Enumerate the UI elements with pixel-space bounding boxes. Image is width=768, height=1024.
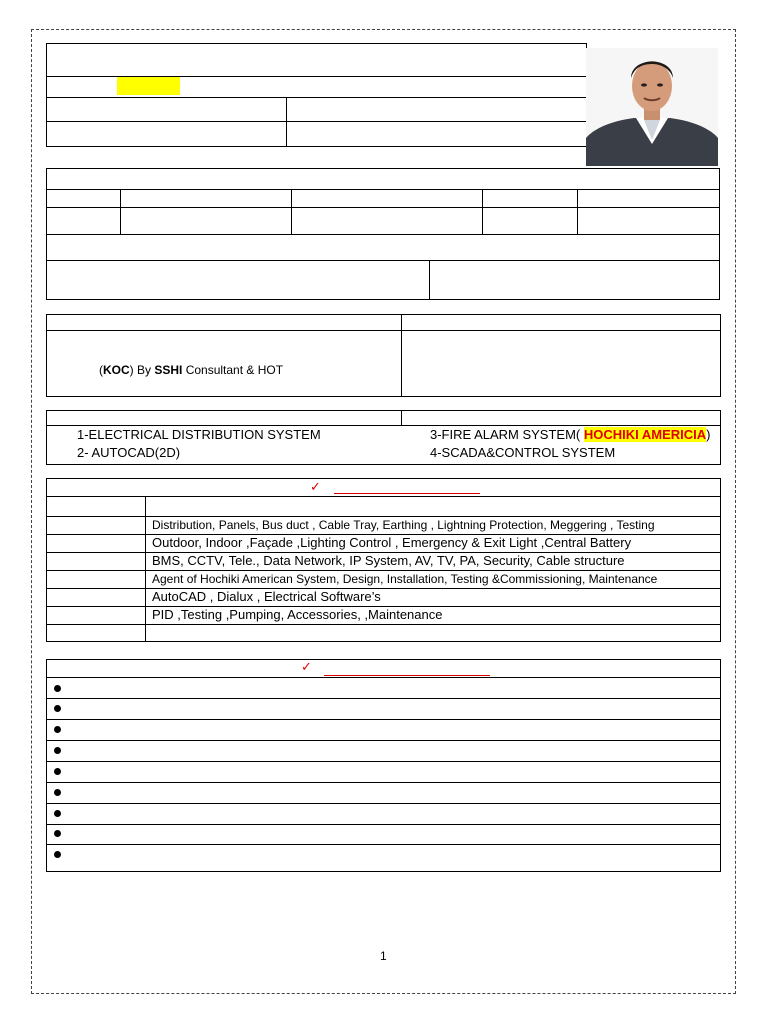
duties-row-divider bbox=[46, 803, 721, 804]
details-col-divider bbox=[429, 260, 430, 300]
experience-row-text: Outdoor, Indoor ,Façade ,Lighting Control , Emergency & Exit Light ,Central Battery bbox=[152, 535, 632, 550]
checkmark-icon: ✓ bbox=[301, 659, 312, 674]
details-row-divider bbox=[46, 207, 720, 208]
skill-item-autocad: 2- AUTOCAD(2D) bbox=[77, 445, 181, 460]
header-row-divider bbox=[46, 121, 587, 122]
header-table bbox=[46, 43, 587, 147]
experience-row-divider bbox=[46, 588, 721, 589]
duties-row-divider bbox=[46, 844, 721, 845]
header-col-divider bbox=[286, 97, 287, 147]
duties-row-divider bbox=[46, 677, 721, 678]
skill-item-electrical: 1-ELECTRICAL DISTRIBUTION SYSTEM bbox=[77, 427, 321, 442]
skills-row-divider bbox=[46, 425, 721, 426]
details-col-divider bbox=[120, 189, 121, 234]
bullet-icon bbox=[54, 705, 61, 712]
duties-title-underline bbox=[324, 675, 490, 676]
duties-row-divider bbox=[46, 698, 721, 699]
details-row-divider bbox=[46, 260, 720, 261]
page-number: 1 bbox=[380, 949, 387, 963]
certification-col-divider bbox=[401, 314, 402, 397]
duties-table bbox=[46, 659, 721, 872]
experience-title-underline bbox=[334, 493, 480, 494]
bullet-icon bbox=[54, 768, 61, 775]
profile-photo bbox=[586, 48, 718, 166]
bullet-icon bbox=[54, 726, 61, 733]
bullet-icon bbox=[54, 685, 61, 692]
experience-row-divider bbox=[46, 496, 721, 497]
bullet-icon bbox=[54, 747, 61, 754]
bullet-icon bbox=[54, 830, 61, 837]
header-row-divider bbox=[46, 97, 587, 98]
certification-text: (KOC) By SSHI Consultant & HOT bbox=[99, 363, 284, 377]
duties-row-divider bbox=[46, 782, 721, 783]
details-col-divider bbox=[482, 189, 483, 234]
fire-alarm-brand-highlight: HOCHIKI AMERICIA bbox=[583, 427, 707, 442]
experience-row-text: Distribution, Panels, Bus duct , Cable Tray, Earthing , Lightning Protection, Meggering , Testing bbox=[152, 518, 655, 532]
details-col-divider bbox=[577, 189, 578, 234]
details-col-divider bbox=[291, 189, 292, 234]
experience-row-text: PID ,Testing ,Pumping, Accessories, ,Maintenance bbox=[152, 607, 443, 622]
experience-row-text: Agent of Hochiki American System, Design, Installation, Testing &Commissioning, Maintenance bbox=[152, 572, 658, 586]
experience-row-text: BMS, CCTV, Tele., Data Network, IP System, AV, TV, PA, Security, Cable structure bbox=[152, 553, 625, 568]
duties-row-divider bbox=[46, 740, 721, 741]
details-row-divider bbox=[46, 234, 720, 235]
bullet-icon bbox=[54, 810, 61, 817]
skill-item-fire-alarm: 3-FIRE ALARM SYSTEM( HOCHIKI AMERICIA) bbox=[430, 427, 711, 442]
certification-row-divider bbox=[46, 330, 721, 331]
bullet-icon bbox=[54, 851, 61, 858]
duties-row-divider bbox=[46, 761, 721, 762]
experience-row-text: AutoCAD , Dialux , Electrical Software’s bbox=[152, 589, 381, 604]
experience-row-divider bbox=[46, 624, 721, 625]
duties-row-divider bbox=[46, 719, 721, 720]
skills-col-divider bbox=[401, 410, 402, 425]
checkmark-icon: ✓ bbox=[310, 479, 321, 494]
experience-col-divider bbox=[145, 496, 146, 642]
name-highlight bbox=[117, 77, 180, 95]
details-row-divider bbox=[46, 189, 720, 190]
certification-table bbox=[46, 314, 721, 397]
skill-item-scada: 4-SCADA&CONTROL SYSTEM bbox=[430, 445, 616, 460]
duties-row-divider bbox=[46, 824, 721, 825]
bullet-icon bbox=[54, 789, 61, 796]
